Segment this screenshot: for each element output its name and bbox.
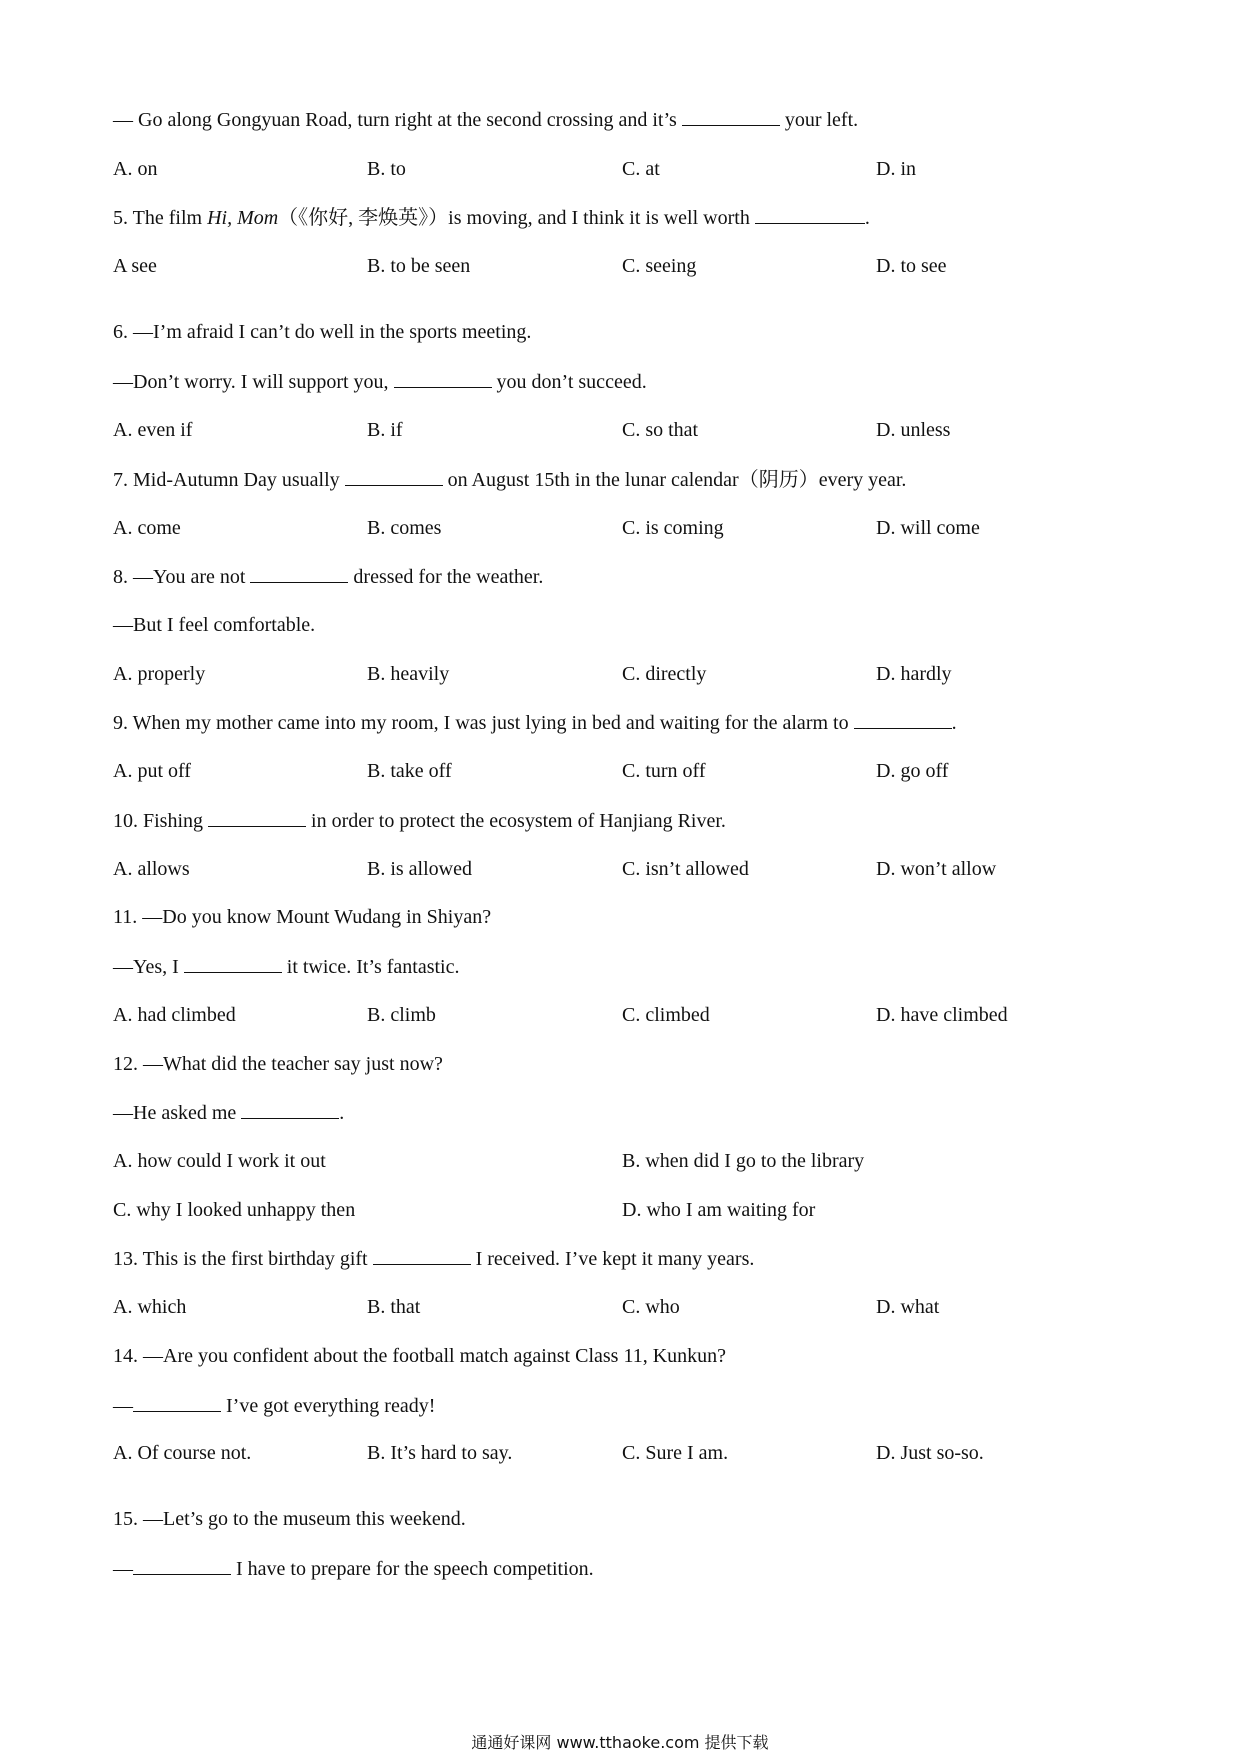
text: （《你好, 李焕英》）is moving, and I think it is well worth [278,207,755,229]
text: . [339,1102,345,1124]
q5-option-d: D. to see [876,255,947,277]
blank [854,710,952,729]
q13-option-d: D. what [876,1296,940,1318]
page-footer: 通通好课网 www.tthaoke.com 提供下载 [471,1733,769,1752]
text: 8. —You are not [113,566,251,588]
q14-option-c: C. Sure I am. [622,1442,729,1464]
q6-stem: 6. —I’m afraid I can’t do well in the sports meeting. [113,321,532,343]
q11-reply [113,954,460,979]
q14-option-a: A. Of course not. [113,1442,252,1464]
q11-option-a: A. had climbed [113,1004,236,1026]
q12-option-a: A. how could I work it out [113,1150,326,1172]
q11-option-d: D. have climbed [876,1004,1008,1026]
q7-option-c: C. is coming [622,517,724,539]
q12-option-b: B. when did I go to the library [622,1150,865,1172]
q5-option-c: C. seeing [622,255,697,277]
q12-stem: 12. —What did the teacher say just now? [113,1053,443,1075]
blank [373,1246,471,1265]
blank [682,107,780,126]
q7-option-b: B. comes [367,517,442,539]
q5-option-b: B. to be seen [367,255,471,277]
q9-option-b: B. take off [367,760,452,782]
q13-option-c: C. who [622,1296,680,1318]
blank [208,808,306,827]
text: 5. The film [113,207,208,229]
q9-stem [113,710,957,735]
q4-answer-line [113,107,858,132]
q15-stem: 15. —Let’s go to the museum this weekend. [113,1508,466,1530]
q14-option-b: B. It’s hard to say. [367,1442,513,1464]
q8-option-c: C. directly [622,663,707,685]
blank [250,564,348,583]
q6-option-c: C. so that [622,419,699,441]
q13-option-a: A. which [113,1296,187,1318]
text: I received. I’ve kept it many years. [470,1248,755,1270]
q11-option-c: C. climbed [622,1004,710,1026]
text: 10. Fishing [113,810,209,832]
text: . [951,712,957,734]
text: —Don’t worry. I will support you, [113,371,394,393]
q15-reply [113,1556,594,1581]
q7-option-d: D. will come [876,517,980,539]
q12-option-c: C. why I looked unhappy then [113,1199,356,1221]
q6-option-d: D. unless [876,419,951,441]
q12-reply [113,1100,344,1125]
q13-stem [113,1246,754,1271]
text: dressed for the weather. [348,566,544,588]
q14-reply [113,1393,435,1418]
q8-option-b: B. heavily [367,663,450,685]
text: 7. Mid-Autumn Day usually [113,469,345,491]
q8-option-d: D. hardly [876,663,952,685]
blank [133,1556,231,1575]
blank [184,954,282,973]
blank [133,1393,221,1412]
q8-option-a: A. properly [113,663,206,685]
q14-option-d: D. Just so-so. [876,1442,984,1464]
text: it twice. It’s fantastic. [281,956,460,978]
q6-reply [113,369,647,394]
q11-option-b: B. climb [367,1004,436,1026]
blank [345,467,443,486]
text: 13. This is the first birthday gift [113,1248,373,1270]
text: — [113,1558,133,1580]
q4-option-d: D. in [876,158,916,180]
text: in order to protect the ecosystem of Hanjiang River. [306,810,726,832]
q10-option-b: B. is allowed [367,858,472,880]
q6-option-b: B. if [367,419,403,441]
q5-stem [113,205,870,230]
q8-reply: —But I feel comfortable. [113,614,316,636]
text: — Go along Gongyuan Road, turn right at the second crossing and it’s [113,109,682,131]
q10-option-d: D. won’t allow [876,858,997,880]
blank [241,1100,339,1119]
q9-option-c: C. turn off [622,760,706,782]
text: — [113,1395,133,1417]
q5-option-a: A see [113,255,157,277]
text: I’ve got everything ready! [221,1395,436,1417]
q6-option-a: A. even if [113,419,193,441]
text: —Yes, I [113,956,184,978]
q10-option-a: A. allows [113,858,190,880]
q8-stem [113,564,543,589]
q14-stem: 14. —Are you confident about the football match against Class 11, Kunkun? [113,1345,727,1367]
text: your left. [779,109,859,131]
q4-option-c: C. at [622,158,660,180]
q11-stem: 11. —Do you know Mount Wudang in Shiyan? [113,906,492,928]
q4-option-a: A. on [113,158,158,180]
film-title: Hi, Mom [207,207,279,229]
q4-option-b: B. to [367,158,406,180]
text: I have to prepare for the speech competition. [231,1558,594,1580]
q7-stem [113,467,906,492]
q9-option-d: D. go off [876,760,949,782]
text: 9. When my mother came into my room, I was just lying in bed and waiting for the alarm to [113,712,854,734]
text: you don’t succeed. [491,371,647,393]
text: on August 15th in the lunar calendar（阴历）every year. [442,469,907,491]
blank [755,205,865,224]
blank [394,369,492,388]
q10-stem [113,808,726,833]
q7-option-a: A. come [113,517,181,539]
text: —He asked me [113,1102,242,1124]
q13-option-b: B. that [367,1296,421,1318]
q12-option-d: D. who I am waiting for [622,1199,816,1221]
text: . [864,207,870,229]
q9-option-a: A. put off [113,760,191,782]
q10-option-c: C. isn’t allowed [622,858,749,880]
